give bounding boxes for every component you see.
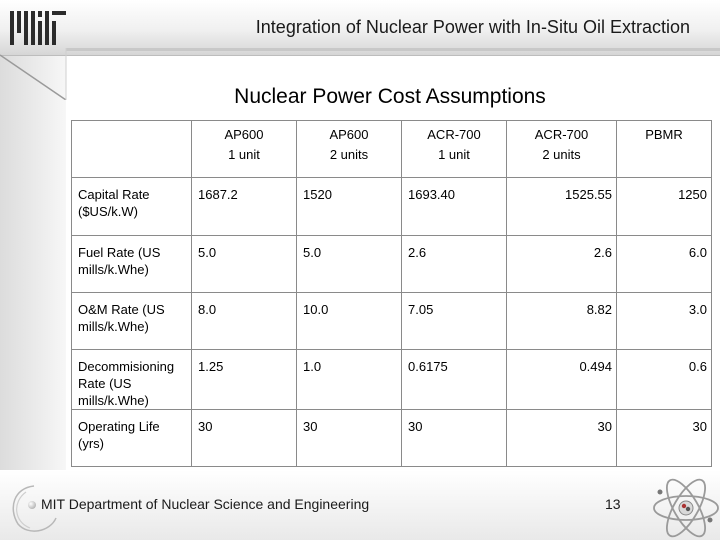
table-cell: 1.0 — [297, 350, 402, 410]
table-cell: 3.0 — [617, 293, 712, 350]
table-cell: 0.494 — [507, 350, 617, 410]
table-header-row — [72, 121, 712, 178]
table-cell: 1520 — [297, 178, 402, 236]
page-title: Nuclear Power Cost Assumptions — [234, 85, 546, 108]
table-cell: 1.25 — [192, 350, 297, 410]
header-cell-empty — [72, 121, 192, 178]
table-cell: 1250 — [617, 178, 712, 236]
table-row — [72, 410, 712, 467]
page-number: 13 — [605, 496, 621, 512]
row-label: O&M Rate (US mills/k.Whe) — [72, 293, 192, 350]
table-cell: 2.6 — [402, 236, 507, 293]
row-label: Capital Rate ($US/k.W) — [72, 178, 192, 236]
table-cell: 7.05 — [402, 293, 507, 350]
table-row — [72, 350, 712, 410]
table-row — [72, 293, 712, 350]
table-cell: 2.6 — [507, 236, 617, 293]
table-row — [72, 236, 712, 293]
left-decor-band — [0, 0, 66, 540]
table-cell: 30 — [297, 410, 402, 467]
table-cell: 8.82 — [507, 293, 617, 350]
table-cell: 1525.55 — [507, 178, 617, 236]
table-cell: 10.0 — [297, 293, 402, 350]
row-label: Decommisioning Rate (US mills/k.Whe) — [72, 350, 192, 410]
column-header: ACR-700 1 unit — [402, 121, 507, 178]
table-cell: 30 — [192, 410, 297, 467]
table-cell: 0.6175 — [402, 350, 507, 410]
footer-department-text: MIT Department of Nuclear Science and Engineering — [41, 496, 370, 512]
table-row — [72, 178, 712, 236]
table-cell: 1693.40 — [402, 178, 507, 236]
table-cell: 30 — [617, 410, 712, 467]
table-cell: 0.6 — [617, 350, 712, 410]
table-cell: 1687.2 — [192, 178, 297, 236]
table-cell: 30 — [507, 410, 617, 467]
footer-bullet-icon — [28, 501, 36, 509]
table-cell: 6.0 — [617, 236, 712, 293]
table-cell: 5.0 — [297, 236, 402, 293]
header-divider — [66, 48, 720, 51]
row-label: Operating Life (yrs) — [72, 410, 192, 467]
table-cell: 5.0 — [192, 236, 297, 293]
table-cell: 30 — [402, 410, 507, 467]
column-header: ACR-700 2 units — [507, 121, 617, 178]
row-label: Fuel Rate (US mills/k.Whe) — [72, 236, 192, 293]
column-header: AP600 1 unit — [192, 121, 297, 178]
cost-table — [71, 120, 712, 467]
table-cell: 8.0 — [192, 293, 297, 350]
atom-icon — [648, 470, 720, 540]
slide-header-title: Integration of Nuclear Power with In-Situ Oil Extraction — [255, 17, 690, 37]
column-header: AP600 2 units — [297, 121, 402, 178]
column-header: PBMR — [617, 121, 712, 178]
mit-logo-icon — [10, 11, 86, 45]
